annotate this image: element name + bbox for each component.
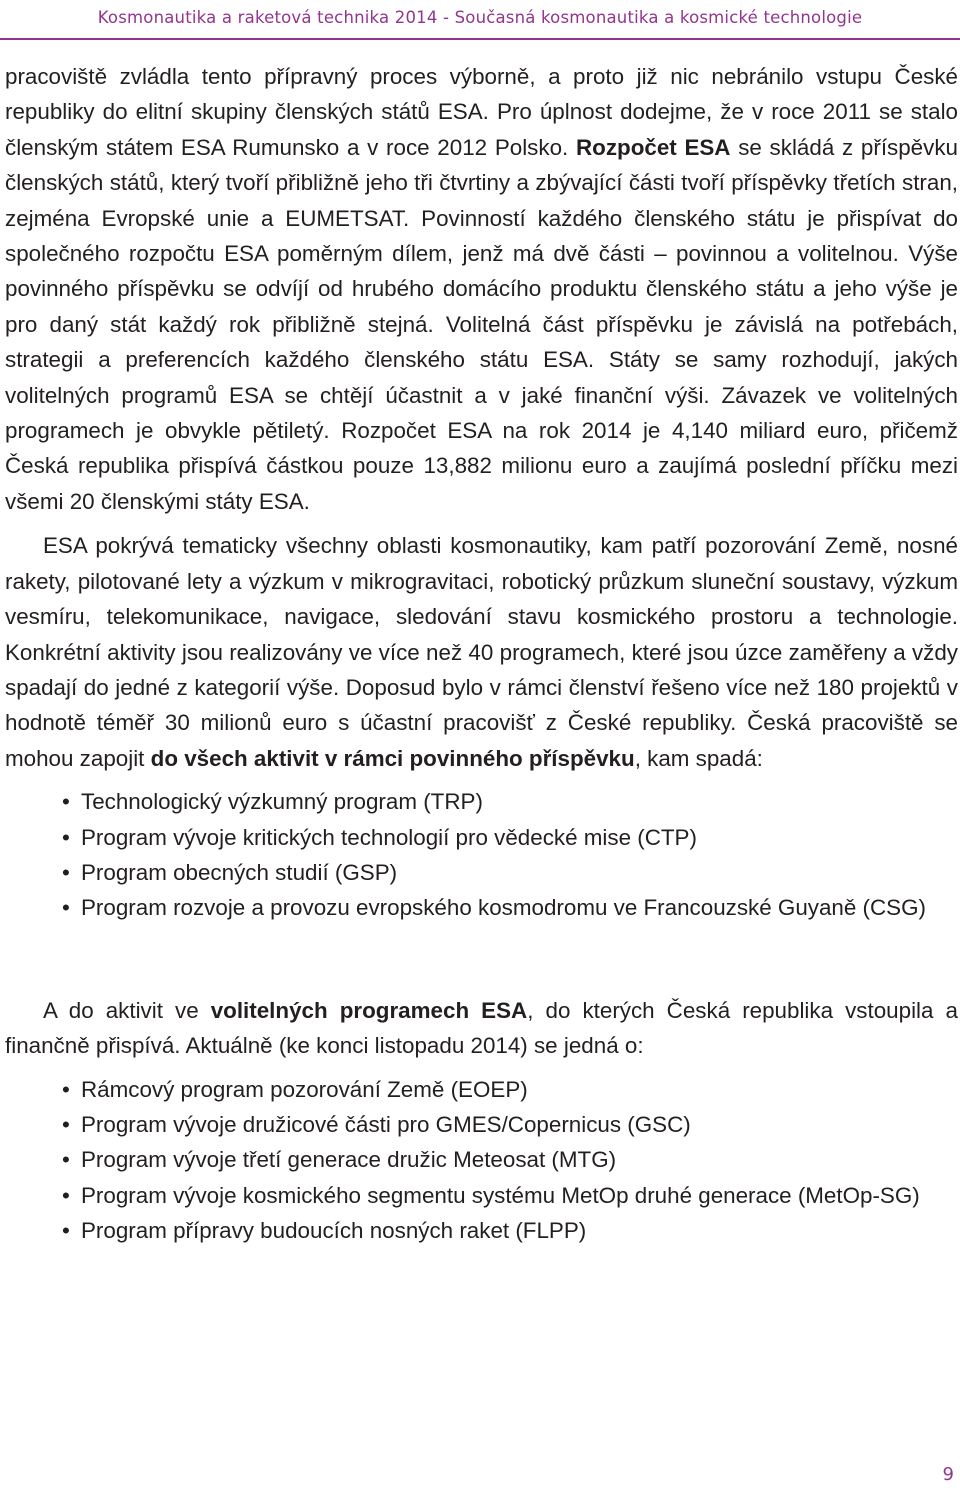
list-item-text: Program vývoje třetí generace družic Meteosat (MTG) — [81, 1147, 617, 1173]
list-item-text: Program rozvoje a provozu evropského kosmodromu ve Francouzské Guyaně (CSG) — [81, 895, 926, 921]
header-rule — [0, 38, 960, 40]
bullet-icon: • — [62, 1218, 70, 1244]
bullet-icon: • — [62, 1111, 70, 1137]
list-item — [5, 1107, 958, 1142]
paragraph-coverage-rest: , kam spadá: — [634, 745, 763, 771]
paragraph-budget-lead: pracoviště zvládla tento přípravný proces výborně, a proto již nic nebránilo vstupu České republiky do elitní skupiny členských států ESA. Pro úplnost dodejme, že v roce 2011 se stalo členským státem ESA Rumunsko a v roce 2012 Polsko. — [5, 64, 958, 160]
list-item-text: Program vývoje kosmického segmentu systému MetOp druhé generace (MetOp-SG) — [81, 1182, 920, 1208]
bullet-icon: • — [62, 789, 70, 815]
list-item-text: Rámcový program pozorování Země (EOEP) — [81, 1076, 528, 1102]
paragraph-budget-rest: se skládá z příspěvku členských států, který tvoří přibližně jeho tři čtvrtiny a zbývající části tvoří příspěvky třetích stran, zejména Evropské unie a EUMETSAT. Povinností každého členského státu je přispívat do společného rozpočtu ESA poměrným dílem, jenž má dvě části – povinnou a volitelnou. Výše povinného příspěvku se odvíjí od hrubého domácího produktu členského státu a jeho výše je pro daný stát každý rok přibližně stejná. Volitelná část příspěvku je závislá na potřebách, strategii a preferencích každého členského státu ESA. Státy se samy rozhodují, jakých volitelných programů ESA se chtějí účastnit a v jaké finanční výši. Závazek ve volitelných programech je obvykle pětiletý. Rozpočet ESA na rok 2014 je 4,140 miliard euro, přičemž Česká republika přispívá částkou pouze 13,882 milionu euro a zaujímá poslední příčku mezi všemi 20 členskými státy ESA. — [5, 134, 958, 514]
paragraph-coverage-lead: ESA pokrývá tematicky všechny oblasti kosmonautiky, kam patří pozorování Země, nosné rakety, pilotované lety a výzkum v mikrogravitaci, robotický průzkum sluneční soustavy, výzkum vesmíru, telekomunikace, navigace, sledování stavu kosmického prostoru a technologie. Konkrétní aktivity jsou realizovány ve více než 40 programech, které jsou úzce zaměřeny a vždy spadají do jedné z kategorií výše. Doposud bylo v rámci členství řešeno více než 180 projektů v hodnotě téměř 30 milionů euro s účastní pracovišť z České republiky. Česká pracoviště se mohou zapojit — [5, 533, 958, 771]
list-item — [5, 820, 958, 855]
bullet-icon: • — [62, 824, 70, 850]
list-item — [5, 890, 958, 925]
page-number: 9 — [942, 1464, 954, 1485]
running-header: Kosmonautika a raketová technika 2014 - Současná kosmonautika a kosmické technologie — [97, 8, 863, 27]
list-item — [5, 784, 958, 819]
list-item — [5, 1213, 958, 1248]
bullet-icon: • — [62, 1076, 70, 1102]
bullet-icon: • — [62, 1182, 70, 1208]
list-item-text: Program přípravy budoucích nosných raket (FLPP) — [81, 1218, 587, 1244]
paragraph-optional-rest: , do kterých Česká republika vstoupila a finančně přispívá. Aktuálně (ke konci listopadu 2014) se jedná o: — [5, 997, 958, 1059]
list-item — [5, 1178, 958, 1213]
page-body — [5, 59, 958, 1249]
mandatory-emphasis: do všech aktivit v rámci povinného příspěvku — [150, 745, 635, 771]
paragraph-optional-lead: A do aktivit ve — [43, 997, 211, 1023]
list-item — [5, 1142, 958, 1177]
list-item-text: Program obecných studií (GSP) — [81, 859, 398, 885]
paragraph-optional — [5, 993, 958, 1064]
paragraph-coverage — [5, 528, 958, 776]
list-item-text: Program vývoje kritických technologií pro vědecké mise (CTP) — [81, 824, 697, 850]
bullet-icon: • — [62, 859, 70, 885]
bullet-icon: • — [62, 1147, 70, 1173]
paragraph-budget — [5, 59, 958, 519]
list-item — [5, 1072, 958, 1107]
list-item — [5, 855, 958, 890]
optional-programs-list — [5, 1072, 958, 1249]
mandatory-programs-list — [5, 784, 958, 926]
budget-emphasis: Rozpočet ESA — [575, 134, 731, 160]
list-item-text: Program vývoje družicové části pro GMES/Copernicus (GSC) — [81, 1111, 691, 1137]
optional-emphasis: volitelných programech ESA — [210, 997, 528, 1023]
bullet-icon: • — [62, 895, 70, 921]
list-item-text: Technologický výzkumný program (TRP) — [81, 789, 483, 815]
